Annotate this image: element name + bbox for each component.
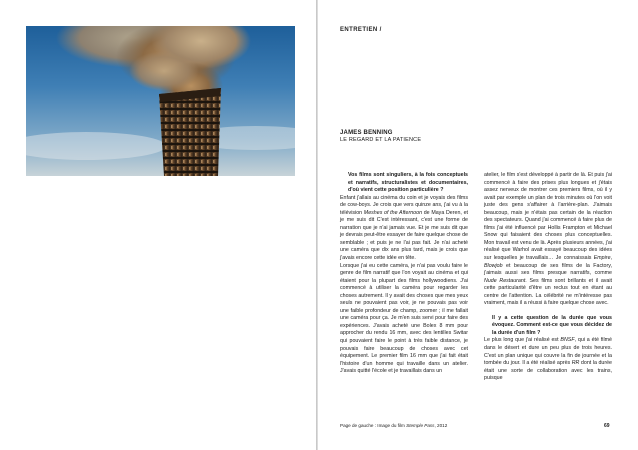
film-title: RR xyxy=(571,360,580,367)
text-run: Le plus long que j'ai réalisé est xyxy=(484,337,561,344)
text-run: , qui a été filmé dans le désert et dure un peu plus de trois heures. C'est un plan unique qui couvre la fin de journée et la tombée du jour. Il a été réalisé après xyxy=(484,337,613,367)
text-run: dont la durée était une sorte de collaboration avec les trains, puisque xyxy=(484,360,612,382)
text-run: . Ses films sont brillants et il avait cette particularité d'être un reclus tout en étant au centre de l'attention. La célébrité ne m'intéresse pas vraiment, mais il a réussi à faire quelque chose avec. xyxy=(484,277,613,307)
interview-question: Vos films sont singuliers, à la fois conceptuels et narratifs, structuralistes et documentaires, d'où vient cette position particulière ? xyxy=(348,172,468,194)
text-run: et beaucoup de ses films de la Factory, j'aimais aussi ses films presque narratifs, comme xyxy=(484,262,612,277)
author-name: JAMES BENNING xyxy=(340,130,393,136)
text-run: de Maya Deren, et je me suis dit C'est intéressant, c'est une forme de narration que je n'ai jamais vue. Et je me suis dit que je devrais peut-être essayer de faire quelque chose de semblable ; et puis je ne l'ai pas fait. Je n'ai acheté une caméra que dix ans plus tard, mais je crois que j'avais encore cette idée en tête. xyxy=(340,209,468,262)
film-title: Blowjob xyxy=(484,262,503,269)
film-still-photo xyxy=(26,26,295,176)
page-number: 69 xyxy=(604,423,610,429)
answer-paragraph xyxy=(484,337,612,382)
article-heading xyxy=(340,130,490,143)
text-column-2 xyxy=(484,172,612,383)
film-title: Stemple Pass xyxy=(406,423,435,428)
film-title: BNSF xyxy=(560,337,575,344)
film-title: Empire xyxy=(593,255,611,262)
text-column-1 xyxy=(340,172,468,376)
article-subtitle: LE REGARD ET LA PATIENCE xyxy=(340,137,422,143)
interview-question: Il y a cette question de la durée que vous évoquez. Comment est-ce que vous décidez de la durée d'un film ? xyxy=(492,314,612,336)
smokestack-illustration xyxy=(26,26,295,176)
text-run: Enfant j'allais au cinéma du coin et je voyais des films de cow-boys. Je crois que vers quinze ans, j'ai vu à la télévision xyxy=(340,194,468,216)
text-run: , xyxy=(610,255,612,262)
running-head: ENTRETIEN / xyxy=(340,27,382,33)
answer-paragraph xyxy=(340,195,468,263)
answer-paragraph xyxy=(484,172,612,308)
text-run: atelier, le film s'est développé à partir de là. Et puis j'ai commencé à faire des prises plus longues et j'étais assez nerveux de montrer ces premiers films, où il y avait par exemple un plan de trois minutes où l'on voit juste des gens s'affairer à l'arrière-plan. J'aimais beaucoup, mais je n'étais pas certain de la réaction des spectateurs. Quand j'ai commencé à faire plus de films j'ai été influencé par Hollis Frampton et Michael Snow qui faisaient des choses plus conceptuelles. Mon travail est venu de là. Après plusieurs années, j'ai réalisé que Warhol avait essayé beaucoup des idées sur lesquelles je travaillais… Je connaissais xyxy=(484,172,612,262)
text-run: Page de gauche : Image du film xyxy=(340,423,407,428)
text-run: , 2012 xyxy=(434,423,448,428)
photo-caption xyxy=(340,423,447,428)
answer-paragraph: Lorsque j'ai eu cette caméra, je n'ai pas voulu faire le genre de film narratif que l'on voyait au cinéma et qui étaient pour la plupart des films hollywoodiens. J'ai commencé à utiliser la caméra pour regarder les choses autrement. Il y avait des choses que mes yeux seuls ne pouvaient pas voir, je ne pouvais pas voir une faible profondeur de champ, zoomer ; il me fallait une caméra pour ça. Je m'en suis servi pour faire des expériences. J'avais acheté une Bolex 8 mm pour approcher du rendu 16 mm, avec des lentilles Switar qui pouvaient faire le point à très faible distance, je pouvais faire beaucoup de choses avec cet équipement. Le premier film 16 mm que j'ai fait était l'histoire d'un homme qui travaille dans un atelier. J'avais quitté l'école et je travaillais dans un xyxy=(340,262,468,375)
left-page xyxy=(0,0,316,450)
film-title: Meshes of the Afternoon xyxy=(363,209,423,216)
film-title: Nude Restaurant xyxy=(484,277,526,284)
